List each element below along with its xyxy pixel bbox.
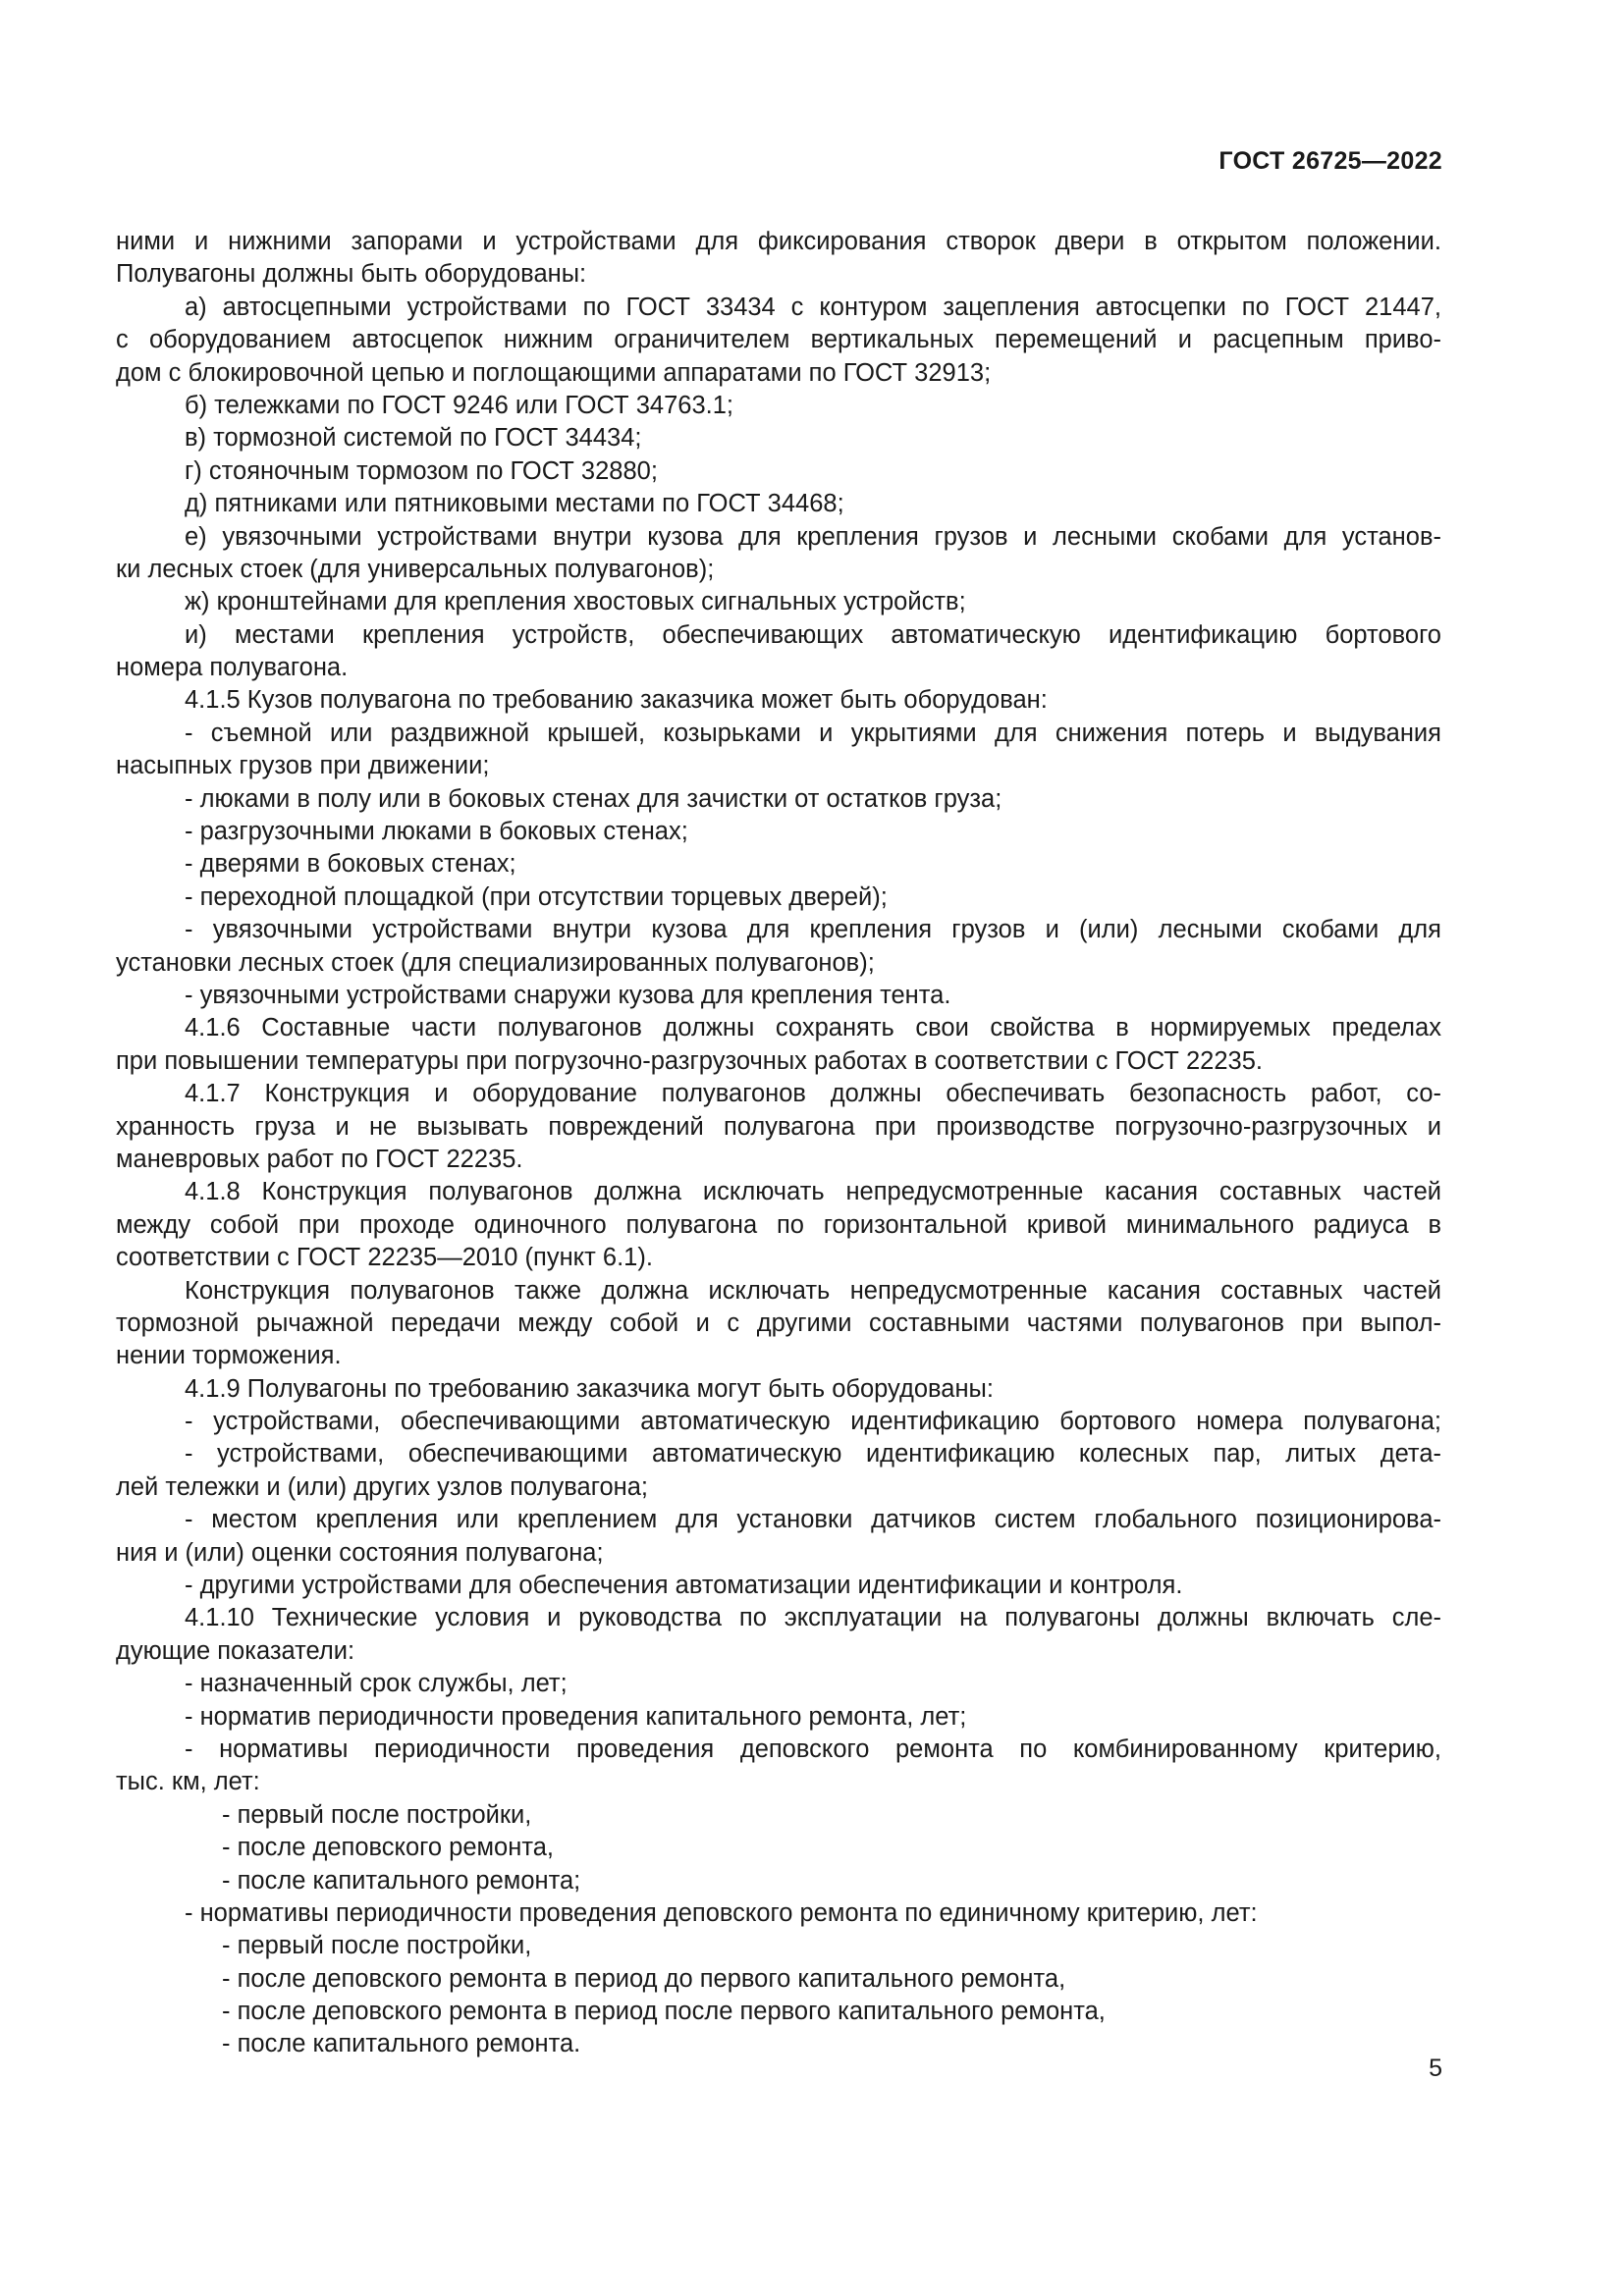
text-line: б) тележками по ГОСТ 9246 или ГОСТ 34763.1; (185, 391, 733, 419)
text-line: - после капитального ремонта; (222, 1866, 581, 1895)
text-line: - первый после постройки, (222, 1800, 532, 1829)
text-line: - устройствами, обеспечивающими автоматическую идентификацию бортового номера полувагона; (185, 1408, 1441, 1436)
text-line: - после деповского ремонта в период после первого капитального ремонта, (222, 1998, 1106, 2026)
document-body (116, 226, 1441, 2061)
text-line: 4.1.7 Конструкция и оборудование полувагонов должны обеспечивать безопасность работ, со- (185, 1080, 1441, 1108)
text-line: тормозной рычажной передачи между собой и с другими составными частями полувагонов при выпол- (116, 1308, 1441, 1337)
text-line: дом с блокировочной цепью и поглощающими аппаратами по ГОСТ 32913; (116, 358, 992, 387)
text-line: номера полувагона. (116, 654, 349, 682)
text-line: 4.1.5 Кузов полувагона по требованию заказчика может быть оборудован: (185, 686, 1048, 715)
text-line: - после деповского ремонта, (222, 1834, 554, 1862)
text-line: 4.1.10 Технические условия и руководства по эксплуатации на полувагоны должны включать сле- (185, 1604, 1441, 1632)
text-line: с оборудованием автосцепок нижним ограничителем вертикальных перемещений и расцепным приво- (116, 326, 1441, 354)
text-line: ж) кронштейнами для крепления хвостовых сигнальных устройств; (185, 588, 966, 616)
text-line: - после деповского ремонта в период до первого капитального ремонта, (222, 1964, 1066, 1993)
text-line: - увязочными устройствами внутри кузова для крепления грузов и (или) лесными скобами для (185, 916, 1441, 944)
text-line: - переходной площадкой (при отсутствии торцевых дверей); (185, 882, 888, 911)
text-line: 4.1.6 Составные части полувагонов должны сохранять свои свойства в нормируемых пределах (185, 1014, 1441, 1042)
text-line: при повышении температуры при погрузочно-разгрузочных работах в соответствии с ГОСТ 22235. (116, 1046, 1263, 1075)
text-line: Полувагоны должны быть оборудованы: (116, 260, 587, 289)
text-line: Конструкция полувагонов также должна исключать непредусмотренные касания составных частей (185, 1276, 1441, 1305)
text-line: - первый после постройки, (222, 1932, 532, 1960)
text-line: ки лесных стоек (для универсальных полувагонов); (116, 555, 715, 583)
text-line: и) местами крепления устройств, обеспечивающих автоматическую идентификацию бортового (185, 620, 1441, 649)
text-line: - местом крепления или креплением для установки датчиков систем глобального позиционирова- (185, 1506, 1441, 1534)
text-line: - люками в полу или в боковых стенах для зачистки от остатков груза; (185, 784, 1002, 813)
text-line: ния и (или) оценки состояния полувагона; (116, 1538, 604, 1567)
text-line: в) тормозной системой по ГОСТ 34434; (185, 424, 642, 453)
text-line: ними и нижними запорами и устройствами для фиксирования створок двери в открытом положении. (116, 228, 1441, 255)
text-line: - разгрузочными люками в боковых стенах; (185, 818, 688, 846)
text-line: - увязочными устройствами снаружи кузова для крепления тента. (185, 981, 951, 1009)
document-header-standard: ГОСТ 26725—2022 (1218, 147, 1442, 175)
text-line: - дверями в боковых стенах; (185, 850, 516, 879)
text-line: тыс. км, лет: (116, 1768, 260, 1796)
text-line: - другими устройствами для обеспечения автоматизации идентификации и контроля. (185, 1572, 1183, 1600)
text-line: д) пятниками или пятниковыми местами по ГОСТ 34468; (185, 490, 844, 518)
text-line: маневровых работ по ГОСТ 22235. (116, 1145, 523, 1173)
text-line: - нормативы периодичности проведения деповского ремонта по комбинированному критерию, (185, 1735, 1441, 1763)
text-line: установки лесных стоек (для специализированных полувагонов); (116, 948, 875, 977)
text-line: хранность груза и не вызывать повреждений полувагона при производстве погрузочно-разгрузочных и (116, 1112, 1441, 1141)
text-line: г) стояночным тормозом по ГОСТ 32880; (185, 456, 658, 485)
text-line: соответствии с ГОСТ 22235—2010 (пункт 6.1). (116, 1244, 653, 1272)
text-line: между собой при проходе одиночного полувагона по горизонтальной кривой минимального радиуса в (116, 1210, 1441, 1239)
text-line: - нормативы периодичности проведения деповского ремонта по единичному критерию, лет: (185, 1898, 1258, 1927)
text-line: нении торможения. (116, 1342, 342, 1370)
text-line: насыпных грузов при движении; (116, 752, 490, 780)
text-line: а) автосцепными устройствами по ГОСТ 33434 с контуром зацепления автосцепки по ГОСТ 21447, (185, 293, 1441, 321)
text-line: лей тележки и (или) других узлов полувагона; (116, 1472, 649, 1501)
text-line: - назначенный срок службы, лет; (185, 1670, 568, 1698)
text-line: - съемной или раздвижной крышей, козырьками и укрытиями для снижения потерь и выдувания (185, 719, 1441, 747)
text-line: дующие показатели: (116, 1636, 355, 1665)
text-line: - устройствами, обеспечивающими автоматическую идентификацию колесных пар, литых дета- (185, 1440, 1441, 1468)
text-line: 4.1.8 Конструкция полувагонов должна исключать непредусмотренные касания составных частей (185, 1178, 1441, 1206)
text-line: е) увязочными устройствами внутри кузова для крепления грузов и лесными скобами для установ- (185, 522, 1441, 551)
text-line: 4.1.9 Полувагоны по требованию заказчика могут быть оборудованы: (185, 1374, 994, 1403)
text-line: - после капитального ремонта. (222, 2030, 581, 2058)
text-line: - норматив периодичности проведения капитального ремонта, лет; (185, 1702, 967, 1731)
page-number: 5 (1429, 2055, 1442, 2082)
